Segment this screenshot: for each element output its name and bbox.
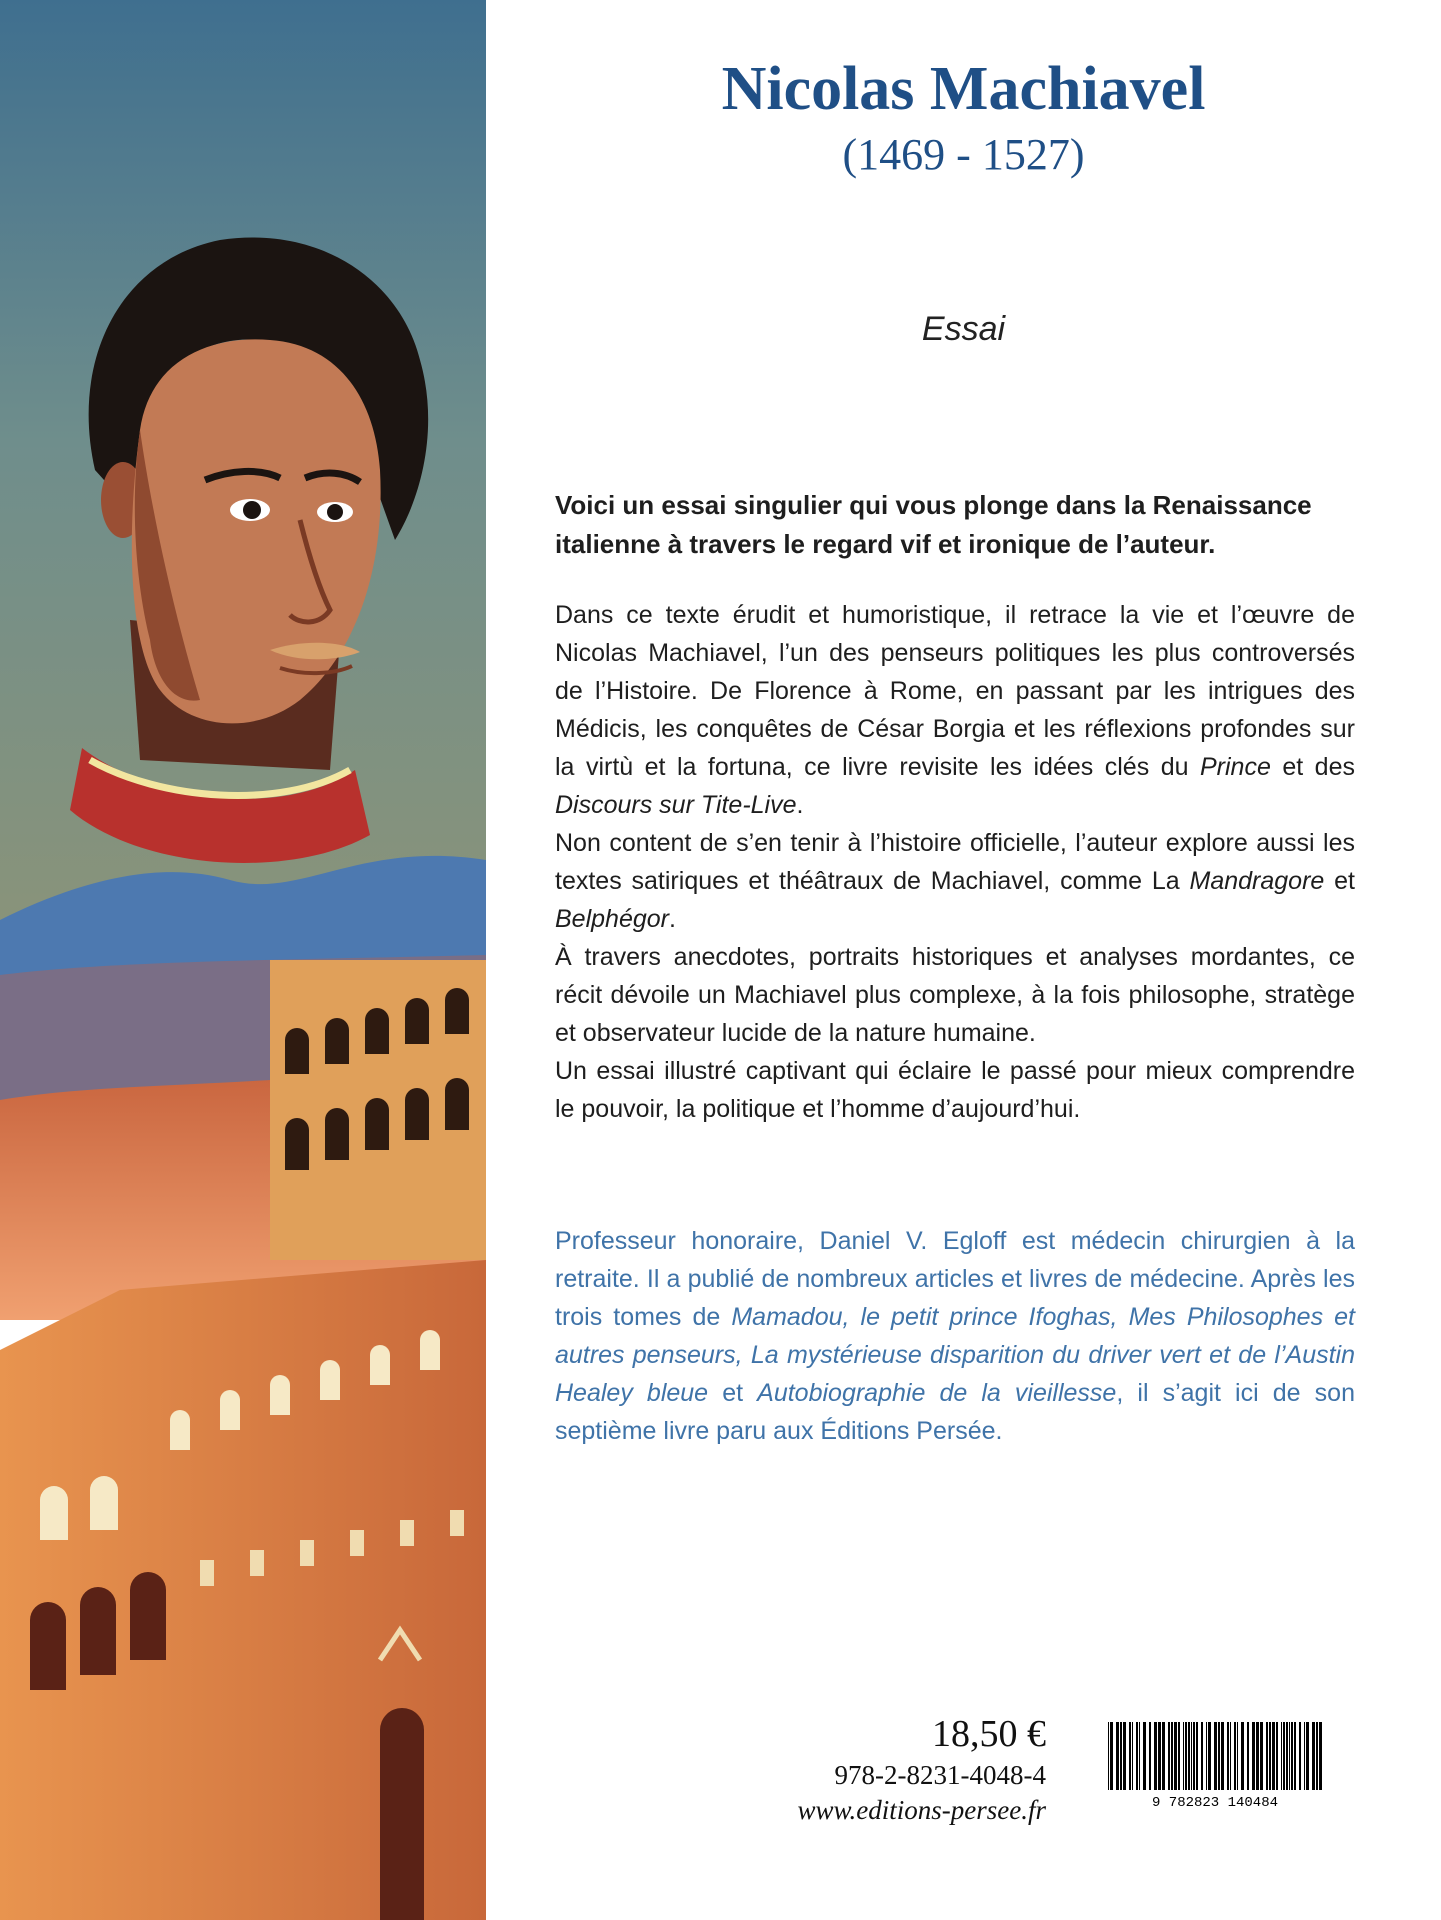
barcode-bar	[1316, 1722, 1318, 1790]
barcode-bar	[1306, 1722, 1309, 1790]
barcode-bar	[1201, 1722, 1203, 1790]
barcode-bar	[1178, 1722, 1180, 1790]
barcode-bar	[1247, 1722, 1249, 1790]
barcode-bar	[1230, 1722, 1231, 1790]
description	[555, 596, 1355, 1128]
barcode-bar	[1283, 1722, 1285, 1790]
barcode-bar	[1294, 1722, 1296, 1790]
author-bio	[555, 1222, 1355, 1450]
description-paragraph	[555, 596, 1355, 824]
text-run: Non content de s’en tenir à l’histoire officielle, l’auteur explore aussi les textes satiriques et théâtraux de Machiavel, comme La	[555, 829, 1355, 895]
barcode-bar	[1221, 1722, 1224, 1790]
isbn: 978-2-8231-4048-4	[834, 1760, 1046, 1790]
barcode-bar	[1196, 1722, 1198, 1790]
text-run: et	[1324, 867, 1355, 895]
barcode-bar	[1208, 1722, 1211, 1790]
barcode-bar	[1154, 1722, 1157, 1790]
barcode-bar	[1289, 1722, 1290, 1790]
text-run: et	[708, 1379, 758, 1407]
barcode-bar	[1171, 1722, 1173, 1790]
barcode-bar	[1143, 1722, 1146, 1790]
life-dates: (1469 - 1527)	[842, 130, 1085, 179]
barcode-bar	[1132, 1722, 1133, 1790]
text-run: Un essai illustré captivant qui éclaire le passé pour mieux comprendre le pouvoir, la politique et l’homme d’aujourd’hui.	[555, 1057, 1355, 1123]
barcode-bar	[1108, 1722, 1109, 1790]
barcode-bar	[1123, 1722, 1126, 1790]
cover-illustration	[0, 0, 486, 1920]
barcode-bar	[1312, 1722, 1315, 1790]
barcode-bar	[1241, 1722, 1244, 1790]
barcode-bar	[1269, 1722, 1271, 1790]
barcode-bar	[1185, 1722, 1187, 1790]
italic-text: Discours sur Tite-Live	[555, 791, 797, 819]
barcode-bar	[1206, 1722, 1207, 1790]
barcode-digits: 9 782823 140484	[1151, 1795, 1279, 1810]
barcode-bar	[1260, 1722, 1263, 1790]
price: 18,50 €	[932, 1713, 1046, 1755]
barcode-bar	[1234, 1722, 1236, 1790]
description-paragraph	[555, 938, 1355, 1052]
barcode-bar	[1191, 1722, 1192, 1790]
barcode-bar	[1183, 1722, 1184, 1790]
description-paragraph	[555, 824, 1355, 938]
barcode-bar	[1174, 1722, 1177, 1790]
barcode-bar	[1281, 1722, 1282, 1790]
barcode-bar	[1158, 1722, 1161, 1790]
barcode-bar	[1188, 1722, 1190, 1790]
barcode-bar	[1227, 1722, 1229, 1790]
barcode-bar	[1299, 1722, 1301, 1790]
barcode-bar	[1116, 1722, 1119, 1790]
text-run: .	[796, 791, 804, 819]
barcode-bar	[1266, 1722, 1268, 1790]
text-run: et des	[1270, 753, 1355, 781]
italic-text: Mandragore	[1189, 867, 1325, 895]
barcode-bar	[1237, 1722, 1238, 1790]
barcode-bar	[1252, 1722, 1255, 1790]
italic-text: Autobiographie de la vieillesse	[757, 1379, 1117, 1407]
barcode-bar	[1110, 1722, 1113, 1790]
barcode-bar	[1319, 1722, 1322, 1790]
barcode-bar	[1304, 1722, 1305, 1790]
barcode-bar	[1214, 1722, 1217, 1790]
text-run: , il s’agit ici de son septième livre paru aux Éditions Persée.	[555, 1379, 1355, 1445]
barcode-bar	[1218, 1722, 1220, 1790]
italic-text: Mamadou, le petit prince Ifoghas, Mes Philosophes et autres penseurs, La mystérieuse disparition du driver vert et de l’Austin Healey bleue	[555, 1303, 1356, 1407]
genre-label: Essai	[921, 310, 1006, 348]
barcode-bar	[1149, 1722, 1151, 1790]
text-run: .	[668, 905, 676, 933]
barcode-bar	[1120, 1722, 1122, 1790]
barcode-bar	[1129, 1722, 1131, 1790]
barcode-bar	[1168, 1722, 1170, 1790]
barcode-bar	[1286, 1722, 1288, 1790]
text-run: Dans ce texte érudit et humoristique, il retrace la vie et l’œuvre de Nicolas Machiavel, l’un des penseurs politiques les plus controversés de l’Histoire. De Florence à Rome, en passant par les intrigues des Médicis, les conquêtes de César Borgia et les réflexions profondes sur la virtù et la fortuna, ce livre revisite les idées clés du	[555, 601, 1355, 781]
text-run: Professeur honoraire, Daniel V. Egloff est médecin chirurgien à la retraite. Il a publié de nombreux articles et livres de médecine. Après les trois tomes de	[555, 1227, 1355, 1331]
barcode	[1102, 1718, 1328, 1810]
italic-text: Belphégor	[555, 905, 669, 933]
description-paragraph	[555, 1052, 1355, 1128]
barcode-bar	[1272, 1722, 1275, 1790]
barcode-bar	[1162, 1722, 1165, 1790]
barcode-bar	[1256, 1722, 1259, 1790]
barcode-bar	[1139, 1722, 1140, 1790]
text-run: À travers anecdotes, portraits historiques et analyses mordantes, ce récit dévoile un Machiavel plus complexe, à la fois philosophe, stratège et observateur lucide de la nature humaine.	[555, 943, 1355, 1047]
barcode-bar	[1136, 1722, 1138, 1790]
barcode-bar	[1291, 1722, 1293, 1790]
publisher-website: www.editions-persee.fr	[797, 1795, 1046, 1825]
book-title: Nicolas Machiavel	[721, 55, 1206, 123]
italic-text: Prince	[1199, 753, 1271, 781]
barcode-bar	[1193, 1722, 1195, 1790]
barcode-bar	[1276, 1722, 1278, 1790]
intro-paragraph: Voici un essai singulier qui vous plonge dans la Renaissance italienne à travers le regard vif et ironique de l’auteur.	[555, 490, 1312, 559]
